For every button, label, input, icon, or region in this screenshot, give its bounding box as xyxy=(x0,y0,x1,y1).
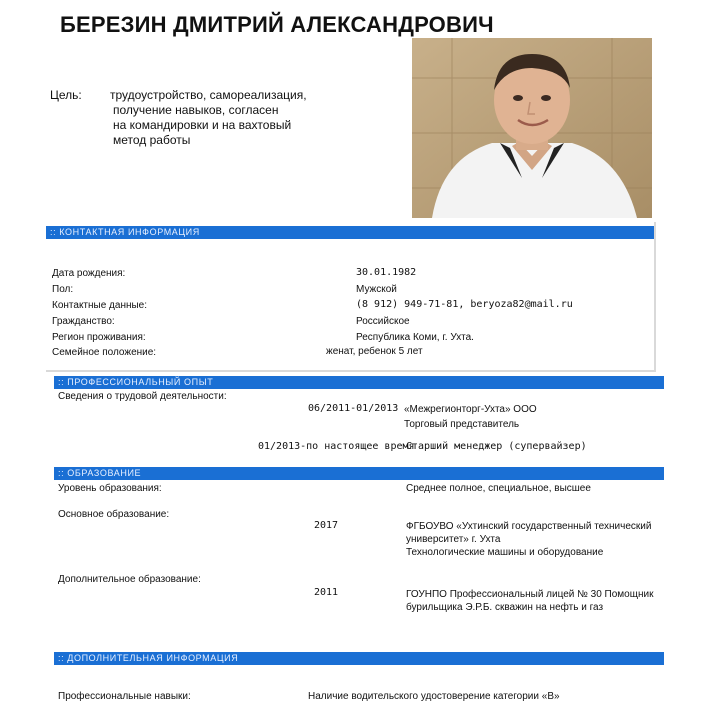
citizenship-label: Гражданство: xyxy=(52,316,115,327)
citizenship-value: Российское xyxy=(356,316,410,327)
birthdate-label: Дата рождения: xyxy=(52,268,126,279)
main-education-year: 2017 xyxy=(314,520,339,531)
experience-section-header: :: ПРОФЕССИОНАЛЬНЫЙ ОПЫТ xyxy=(54,376,664,389)
marital-value: женат, ребенок 5 лет xyxy=(326,346,423,357)
region-value: Республика Коми, г. Ухта. xyxy=(356,332,474,343)
additional-section-header: :: ДОПОЛНИТЕЛЬНАЯ ИНФОРМАЦИЯ xyxy=(54,652,664,665)
skills-value: Наличие водительского удостоверение категории «В» xyxy=(308,691,560,702)
education-level-label: Уровень образования: xyxy=(58,483,162,494)
goal-text xyxy=(110,88,307,148)
contacts-value: (8 912) 949-71-81, beryoza82@mail.ru xyxy=(356,299,573,310)
job-period: 01/2013-по настоящее время xyxy=(258,441,415,452)
main-education-line: ФГБОУВО «Ухтинский государственный технический xyxy=(406,521,652,532)
contact-section-header: :: КОНТАКТНАЯ ИНФОРМАЦИЯ xyxy=(46,226,654,239)
extra-education-line: ГОУНПО Профессиональный лицей № 30 Помощник xyxy=(406,589,654,600)
skills-label: Профессиональные навыки: xyxy=(58,691,191,702)
extra-education-line: бурильщика Э.Р.Б. скважин на нефть и газ xyxy=(406,602,604,613)
goal-line: получение навыков, согласен xyxy=(113,103,279,117)
job-company: «Межрегионторг-Ухта» ООО xyxy=(404,404,537,415)
main-education-line: Технологические машины и оборудование xyxy=(406,547,604,558)
education-level-value: Среднее полное, специальное, высшее xyxy=(406,483,591,494)
extra-education-year: 2011 xyxy=(314,587,339,598)
education-section-header: :: ОБРАЗОВАНИЕ xyxy=(54,467,664,480)
job-position: Торговый представитель xyxy=(404,419,520,430)
marital-label: Семейное положение: xyxy=(52,347,157,358)
goal-line: метод работы xyxy=(113,133,191,147)
contacts-label: Контактные данные: xyxy=(52,300,148,311)
goal-line: на командировки и на вахтовый xyxy=(113,118,292,132)
extra-education-label: Дополнительное образование: xyxy=(58,574,201,585)
main-education-label: Основное образование: xyxy=(58,509,170,520)
region-label: Регион проживания: xyxy=(52,332,146,343)
profile-photo xyxy=(412,38,652,218)
birthdate-value: 30.01.1982 xyxy=(356,267,417,278)
person-photo-icon xyxy=(412,38,652,218)
candidate-name: БЕРЕЗИН ДМИТРИЙ АЛЕКСАНДРОВИЧ xyxy=(60,12,494,37)
goal-line: трудоустройство, самореализация, xyxy=(110,88,307,102)
job-position: Старший менеджер (супервайзер) xyxy=(406,441,587,452)
goal-label: Цель: xyxy=(50,88,82,102)
gender-value: Мужской xyxy=(356,284,397,295)
job-period: 06/2011-01/2013 xyxy=(308,403,399,414)
gender-label: Пол: xyxy=(52,284,74,295)
main-education-line: университет» г. Ухта xyxy=(406,534,501,545)
experience-label: Сведения о трудовой деятельности: xyxy=(58,391,227,402)
